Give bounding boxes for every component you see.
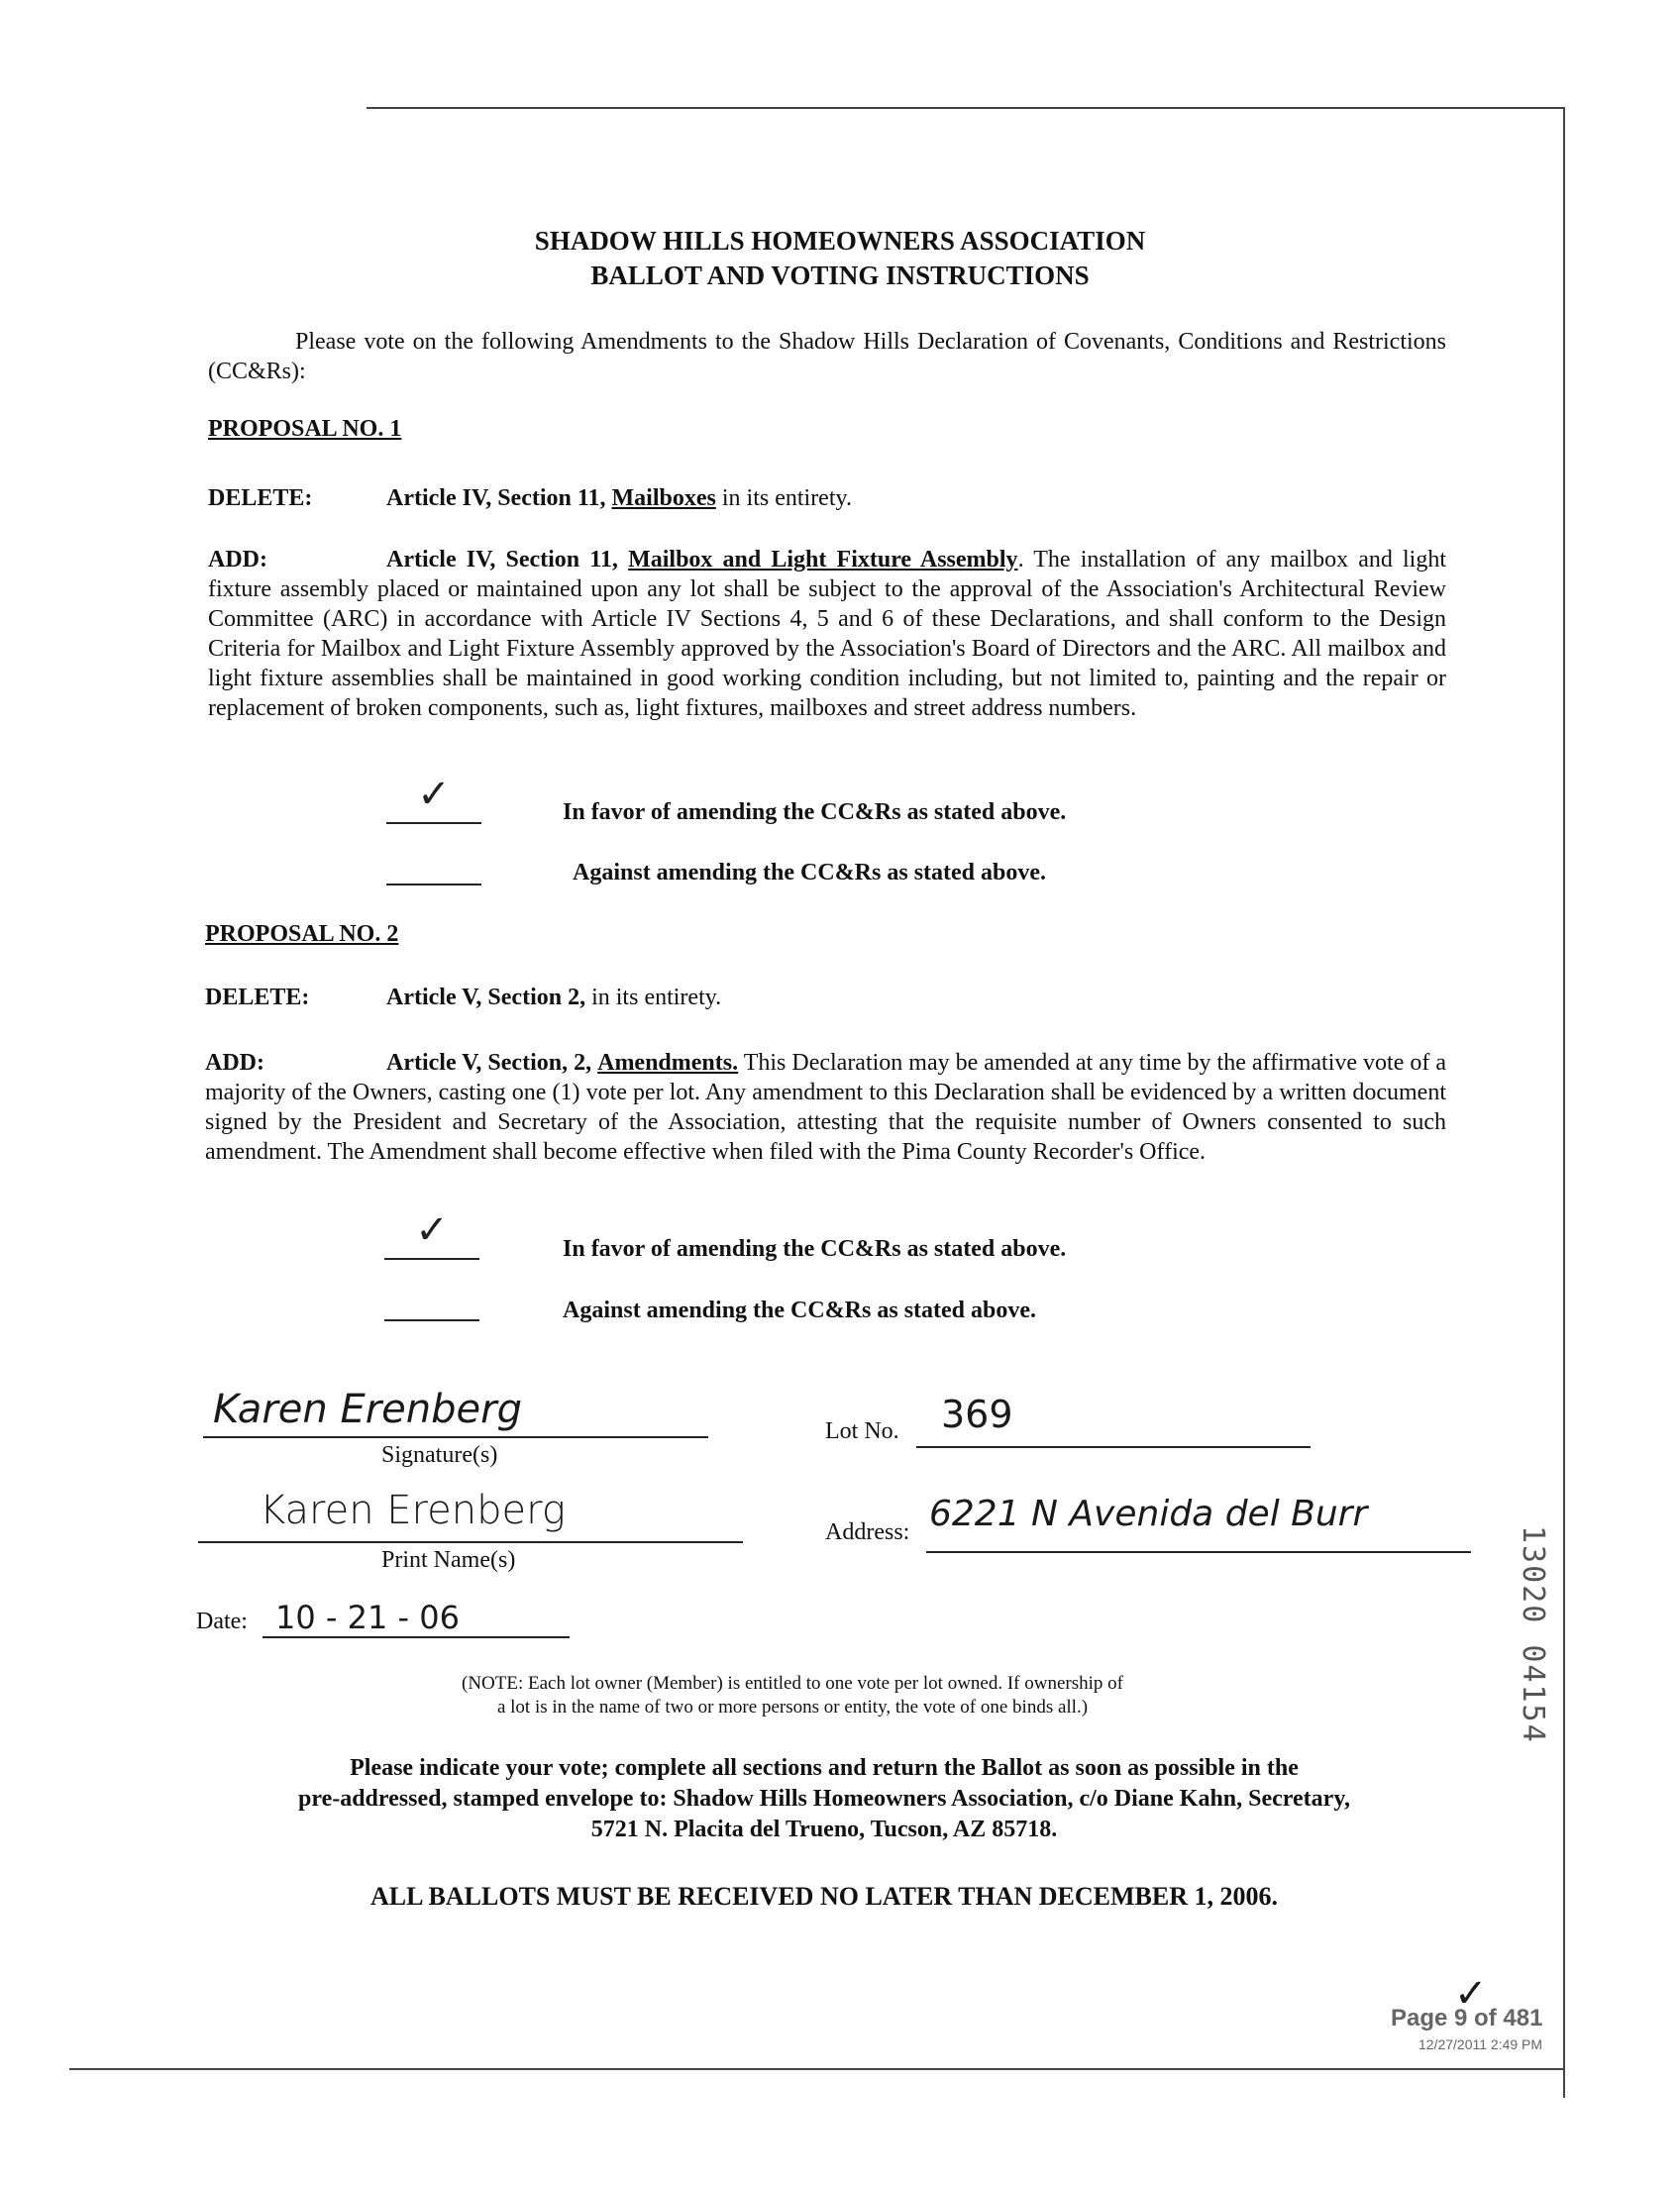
- add-text: . The installation of any mailbox and light fixture assembly placed or maintained upon any lot shall be subject to the approval of the Association's Architectural Review Committee (ARC) in accordance with Article IV Sections 4, 5 and 6 of these Declarations, and shall conform to the Design Criteria for Mailbox and Light Fixture Assembly approved by the Association's Board of Directors and the ARC. All mailbox and light fixture assemblies shall be maintained in good working condition including, but not limited to, painting and the repair or replacement of broken components, such as, light fixtures, mailboxes and street address numbers.: [208, 547, 1446, 721]
- deadline-notice: ALL BALLOTS MUST BE RECEIVED NO LATER THAN DECEMBER 1, 2006.: [370, 1882, 1278, 1911]
- delete-tail: in its entirety.: [721, 485, 852, 511]
- delete-title: Mailboxes: [611, 485, 716, 511]
- delete-tail: in its entirety.: [591, 985, 722, 1010]
- footer-check-mark: ✓: [1454, 1971, 1488, 2017]
- proposal-1-add: [208, 545, 1446, 723]
- lot-label: Lot No.: [825, 1418, 899, 1444]
- proposal-2-heading: PROPOSAL NO. 2: [205, 921, 399, 947]
- instructions-line-3: 5721 N. Placita del Trueno, Tucson, AZ 85718.: [590, 1817, 1058, 1842]
- lot-line[interactable]: [916, 1446, 1311, 1448]
- favor-check-mark: ✓: [415, 1207, 449, 1253]
- add-ref: Article IV, Section 11,: [386, 547, 618, 573]
- favor-blank-line[interactable]: [386, 822, 481, 824]
- add-title: Mailbox and Light Fixture Assembly: [628, 547, 1018, 573]
- favor-blank-line[interactable]: [384, 1258, 479, 1260]
- side-document-stamp: 13020 04154: [1516, 1525, 1550, 1744]
- address-line[interactable]: [926, 1551, 1471, 1553]
- delete-label: DELETE:: [208, 485, 313, 511]
- address-value: 6221 N Avenida del Burr: [929, 1494, 1368, 1534]
- print-name-line[interactable]: [198, 1541, 743, 1543]
- address-label: Address:: [825, 1519, 910, 1545]
- against-label: Against amending the CC&Rs as stated above.: [573, 860, 1047, 885]
- favor-label: In favor of amending the CC&Rs as stated above.: [563, 799, 1067, 825]
- add-text: This Declaration may be amended at any time by the affirmative vote of a majority of the Owners, casting one (1) vote per lot. Any amendment to this Declaration shall be evidenced by a written document signed by the President and Secretary of the Association, attesting that the requisite number of Owners consented to such amendment. The Amendment shall become effective when filed with the Pima County Recorder's Office.: [205, 1050, 1446, 1165]
- add-label: ADD:: [208, 547, 267, 573]
- favor-label: In favor of amending the CC&Rs as stated above.: [563, 1236, 1067, 1262]
- top-border-line: [367, 107, 1565, 109]
- signature-line[interactable]: [203, 1436, 708, 1438]
- add-title: Amendments.: [597, 1050, 739, 1076]
- instructions-line-1: Please indicate your vote; complete all sections and return the Ballot as soon as possible in the: [350, 1755, 1299, 1781]
- page-number: Page 9 of 481: [1391, 2005, 1543, 2031]
- delete-ref: Article V, Section 2,: [386, 985, 586, 1010]
- against-blank-line[interactable]: [386, 884, 481, 885]
- timestamp: 12/27/2011 2:49 PM: [1418, 2036, 1543, 2052]
- add-label: ADD:: [205, 1050, 264, 1076]
- signature-label: Signature(s): [381, 1442, 498, 1468]
- date-line[interactable]: [262, 1636, 570, 1638]
- against-label: Against amending the CC&Rs as stated above.: [563, 1298, 1037, 1323]
- proposal-1-delete: [208, 483, 1446, 513]
- org-title: SHADOW HILLS HOMEOWNERS ASSOCIATION: [534, 226, 1146, 256]
- signature-value: Karen Erenberg: [213, 1387, 522, 1432]
- delete-ref: Article IV, Section 11,: [386, 485, 606, 511]
- doc-title: BALLOT AND VOTING INSTRUCTIONS: [590, 260, 1090, 290]
- lot-value: 369: [941, 1393, 1013, 1436]
- proposal-2-delete: [205, 983, 1443, 1012]
- note-line-2: a lot is in the name of two or more persons or entity, the vote of one binds all.): [496, 1697, 1089, 1718]
- proposal-1-heading: PROPOSAL NO. 1: [208, 416, 402, 442]
- add-ref: Article V, Section, 2,: [386, 1050, 592, 1076]
- date-value: 10 - 21 - 06: [275, 1599, 460, 1636]
- intro-paragraph: Please vote on the following Amendments to the Shadow Hills Declaration of Covenants, Conditions and Restrictions (CC&Rs):: [208, 329, 1446, 384]
- date-label: Date:: [196, 1609, 248, 1634]
- proposal-2-add: [205, 1048, 1446, 1167]
- print-name-label: Print Name(s): [381, 1547, 516, 1573]
- favor-check-mark: ✓: [417, 772, 451, 817]
- note-line-1: (NOTE: Each lot owner (Member) is entitled to one vote per lot owned. If ownership of: [462, 1673, 1123, 1694]
- against-blank-line[interactable]: [384, 1319, 479, 1321]
- print-name-value: Karen Erenberg: [260, 1488, 566, 1533]
- bottom-border-line: [69, 2068, 1565, 2070]
- delete-label: DELETE:: [205, 985, 310, 1010]
- instructions-line-2: pre-addressed, stamped envelope to: Shadow Hills Homeowners Association, c/o Diane Kahn, Secretary,: [298, 1786, 1350, 1812]
